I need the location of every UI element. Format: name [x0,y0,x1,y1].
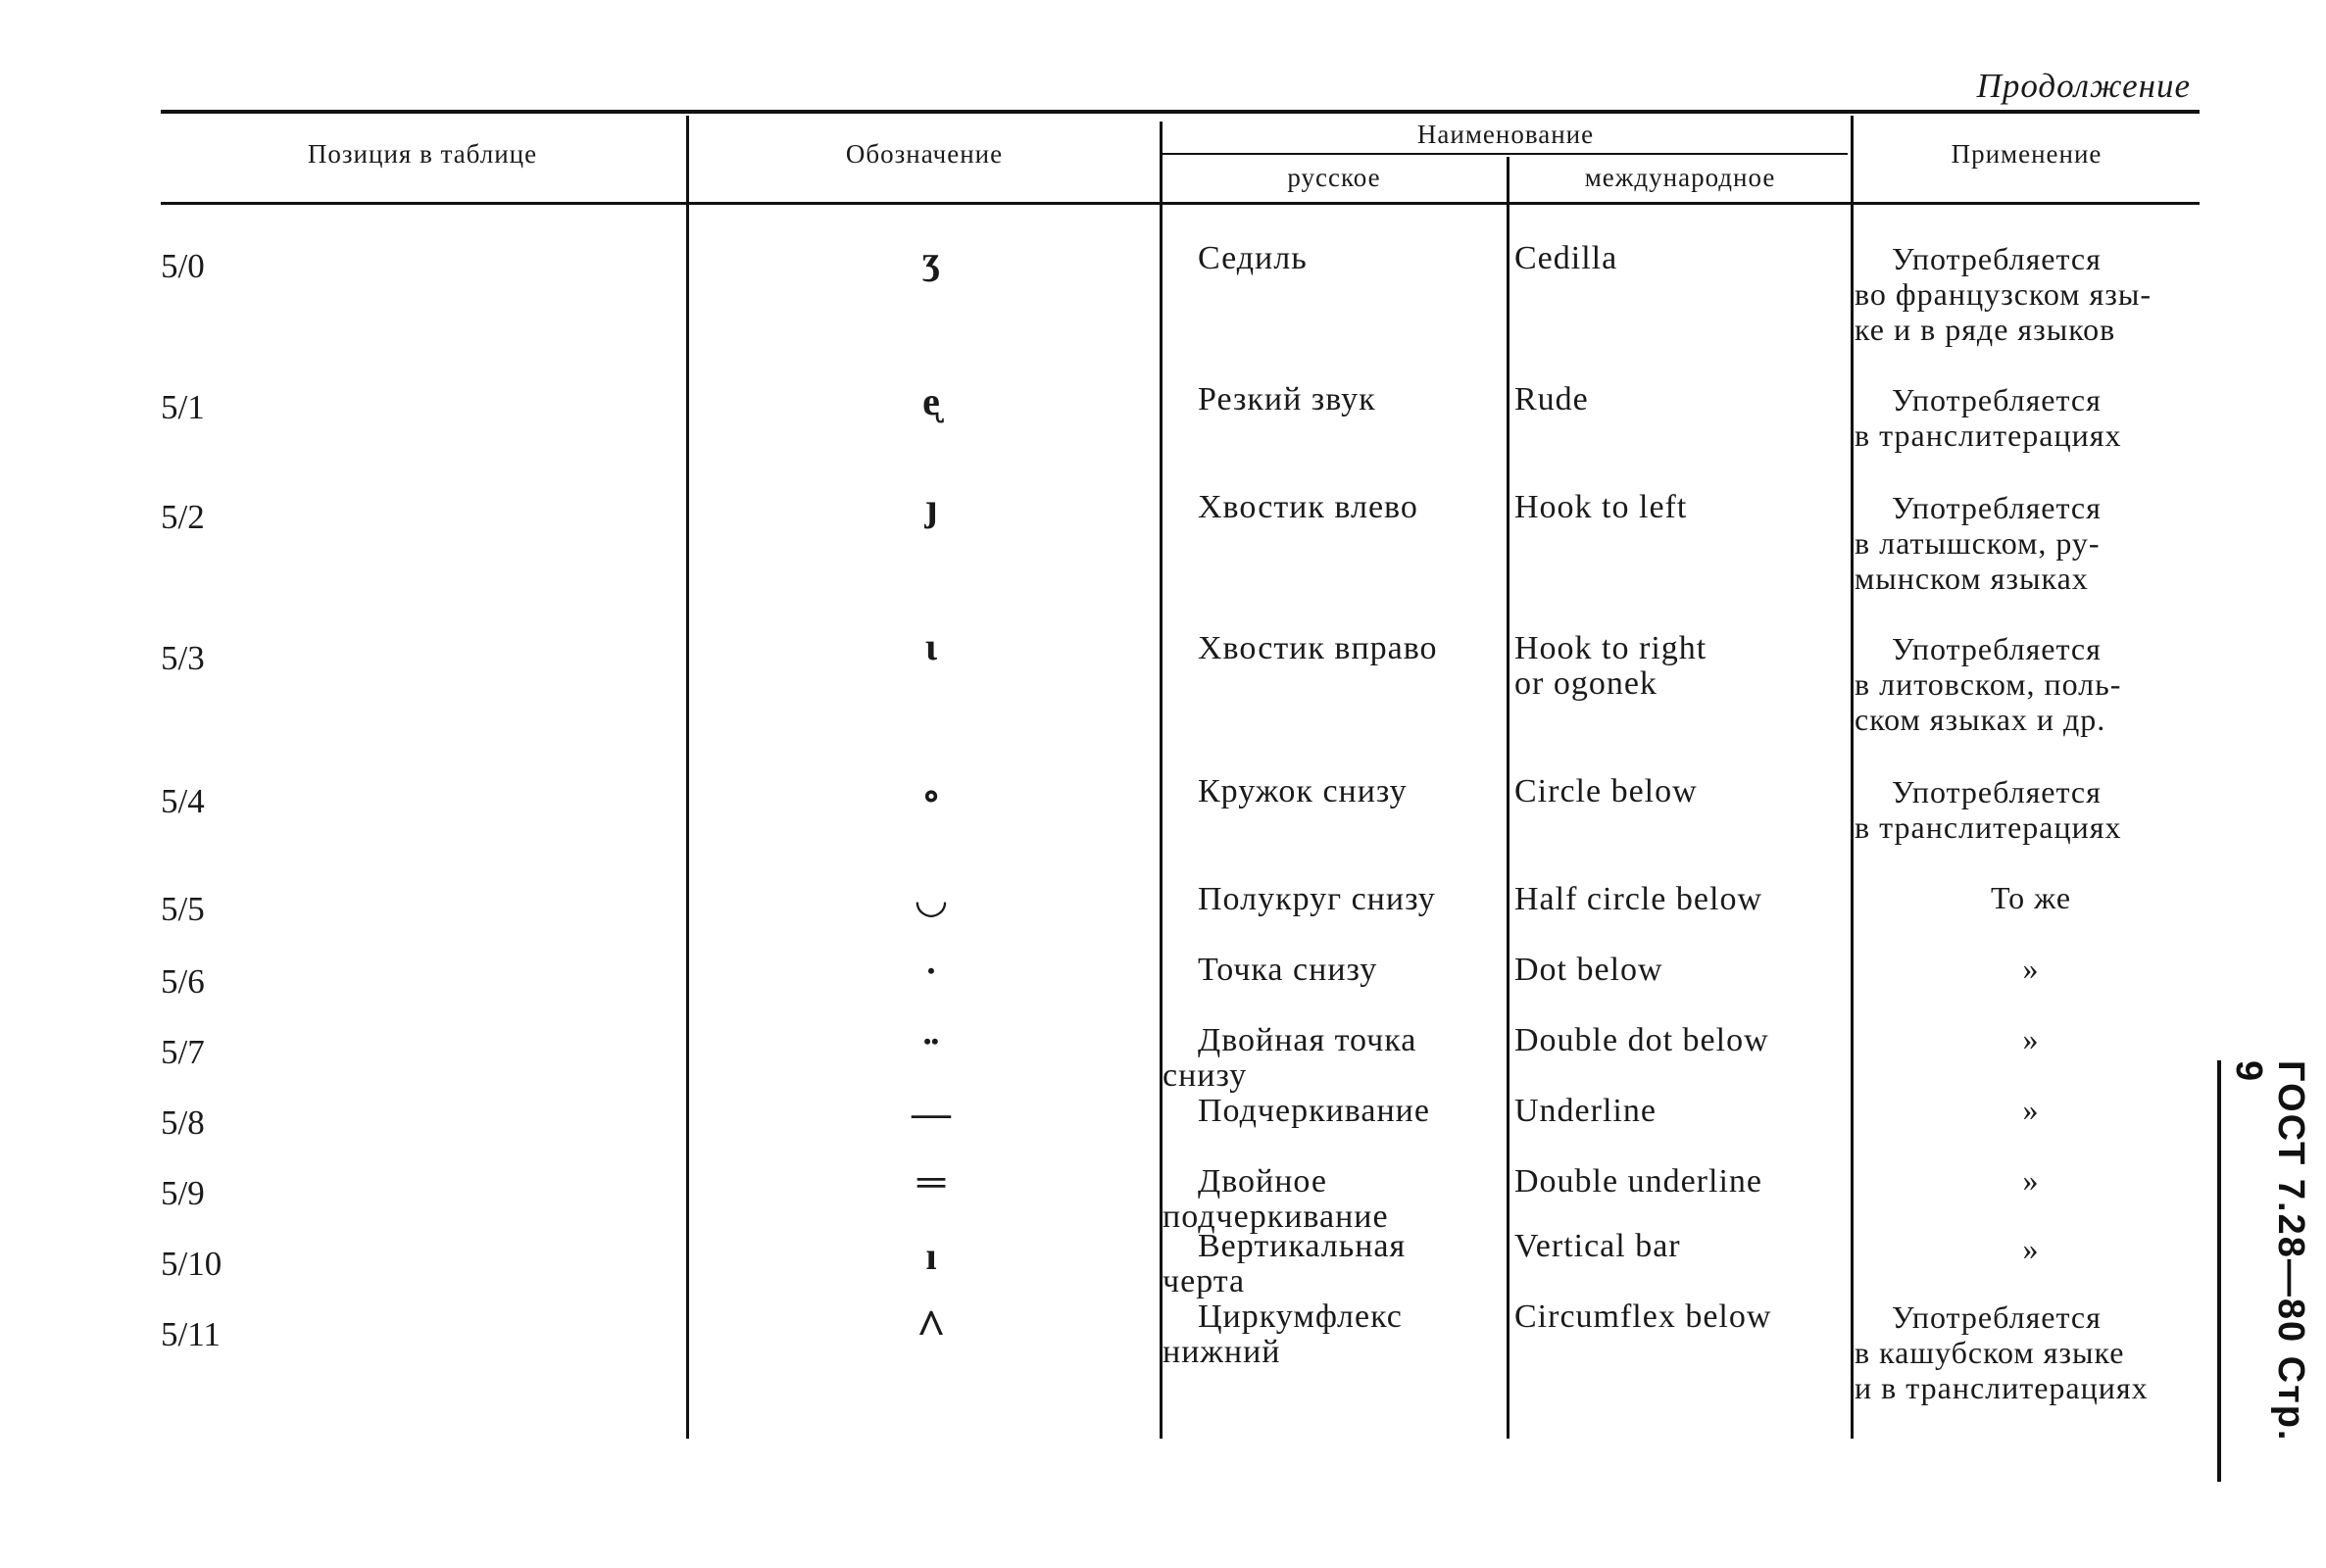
sidebar-rule [2217,1060,2221,1482]
name-ru: Хвостик вправо [1198,630,1438,666]
usage: » [2022,1092,2040,1127]
name-intl: Circle below [1514,773,1698,809]
name-intl: Double dot below [1514,1022,1769,1058]
col-divider-1 [686,116,689,1439]
usage: » [2022,951,2040,986]
col-divider-3 [1507,157,1509,1439]
row-position: 5/6 [161,962,205,1001]
row-position: 5/1 [161,388,205,426]
row-position: 5/0 [161,247,205,285]
name-intl: Circumflex below [1514,1298,1772,1335]
diacritic-symbol: ◡ [914,877,949,921]
name-ru: Хвостик влево [1198,489,1418,525]
diacritic-symbol: ᶒ [922,379,940,423]
name-intl: Dot below [1514,952,1663,988]
name-ru: Полукруг снизу [1198,881,1436,917]
header-name: Наименование [1416,120,1595,149]
header-designation: Обозначение [845,139,1004,169]
name-ru: Циркумфлекс нижний [1163,1298,1403,1370]
usage: Употребляется в кашубском языке и в транслитерациях [1855,1299,2149,1405]
diacritic-symbol: ȷ [924,485,938,529]
row-position: 5/4 [161,782,205,820]
name-subheader-rule [1162,153,1848,155]
row-position: 5/11 [161,1315,221,1353]
usage: » [2022,1021,2040,1056]
name-intl: Cedilla [1514,240,1618,276]
diacritic-symbol: • [927,958,935,983]
name-ru: Кружок снизу [1198,773,1408,809]
usage: То же [1990,880,2072,915]
header-usage: Применение [1951,139,2103,169]
name-intl: Double underline [1514,1163,1762,1200]
name-ru: Двойное подчеркивание [1163,1163,1389,1235]
name-ru: Точка снизу [1198,952,1378,988]
name-ru: Резкий звук [1198,381,1376,417]
name-ru: Двойная точка снизу [1163,1022,1417,1094]
header-position: Позиция в таблице [307,139,538,169]
name-intl: Vertical bar [1514,1228,1681,1264]
diacritic-symbol: ʒ [921,238,941,282]
header-name-intl: международное [1584,163,1776,192]
row-position: 5/9 [161,1174,205,1212]
diacritic-symbol: ∘ [920,773,942,817]
diacritic-symbol: ^ [916,1300,947,1356]
row-position: 5/2 [161,498,205,536]
name-ru: Подчеркивание [1198,1093,1430,1129]
row-position: 5/5 [161,890,205,928]
name-intl: Hook to right or ogonek [1514,630,1707,702]
diacritic-symbol: ı [925,1234,937,1278]
row-position: 5/10 [161,1245,223,1283]
diacritic-symbol: •• [923,1029,939,1054]
header-bottom-rule [161,202,2200,205]
diacritic-symbol: — [912,1091,951,1135]
usage: Употребляется в транслитерациях [1855,382,2122,453]
name-ru: Седиль [1198,240,1308,276]
name-ru: Вертикальная черта [1163,1228,1407,1299]
row-position: 5/3 [161,639,205,677]
header-name-ru: русское [1287,163,1381,192]
name-intl: Half circle below [1514,881,1762,917]
continuation-label: Продолжение [1976,67,2191,105]
usage: Употребляется в литовском, поль- ском языках и др. [1855,631,2122,737]
name-intl: Rude [1514,381,1589,417]
diacritic-symbol: ι [924,624,938,668]
standard-page-label: ГОСТ 7.28—80 Стр. 9 [2228,1060,2311,1443]
usage: » [2022,1162,2040,1198]
usage: » [2022,1231,2040,1266]
usage: Употребляется в латышском, ру- мынском языках [1855,490,2102,596]
row-position: 5/7 [161,1033,205,1071]
name-intl: Underline [1514,1093,1657,1129]
col-divider-4 [1851,116,1854,1439]
usage: Употребляется во французском язы- ке и в ряде языков [1855,241,2152,347]
name-intl: Hook to left [1514,489,1688,525]
row-position: 5/8 [161,1103,205,1142]
diacritic-symbol: ═ [916,1159,946,1203]
table-top-rule [161,110,2200,114]
usage: Употребляется в транслитерациях [1855,774,2122,845]
